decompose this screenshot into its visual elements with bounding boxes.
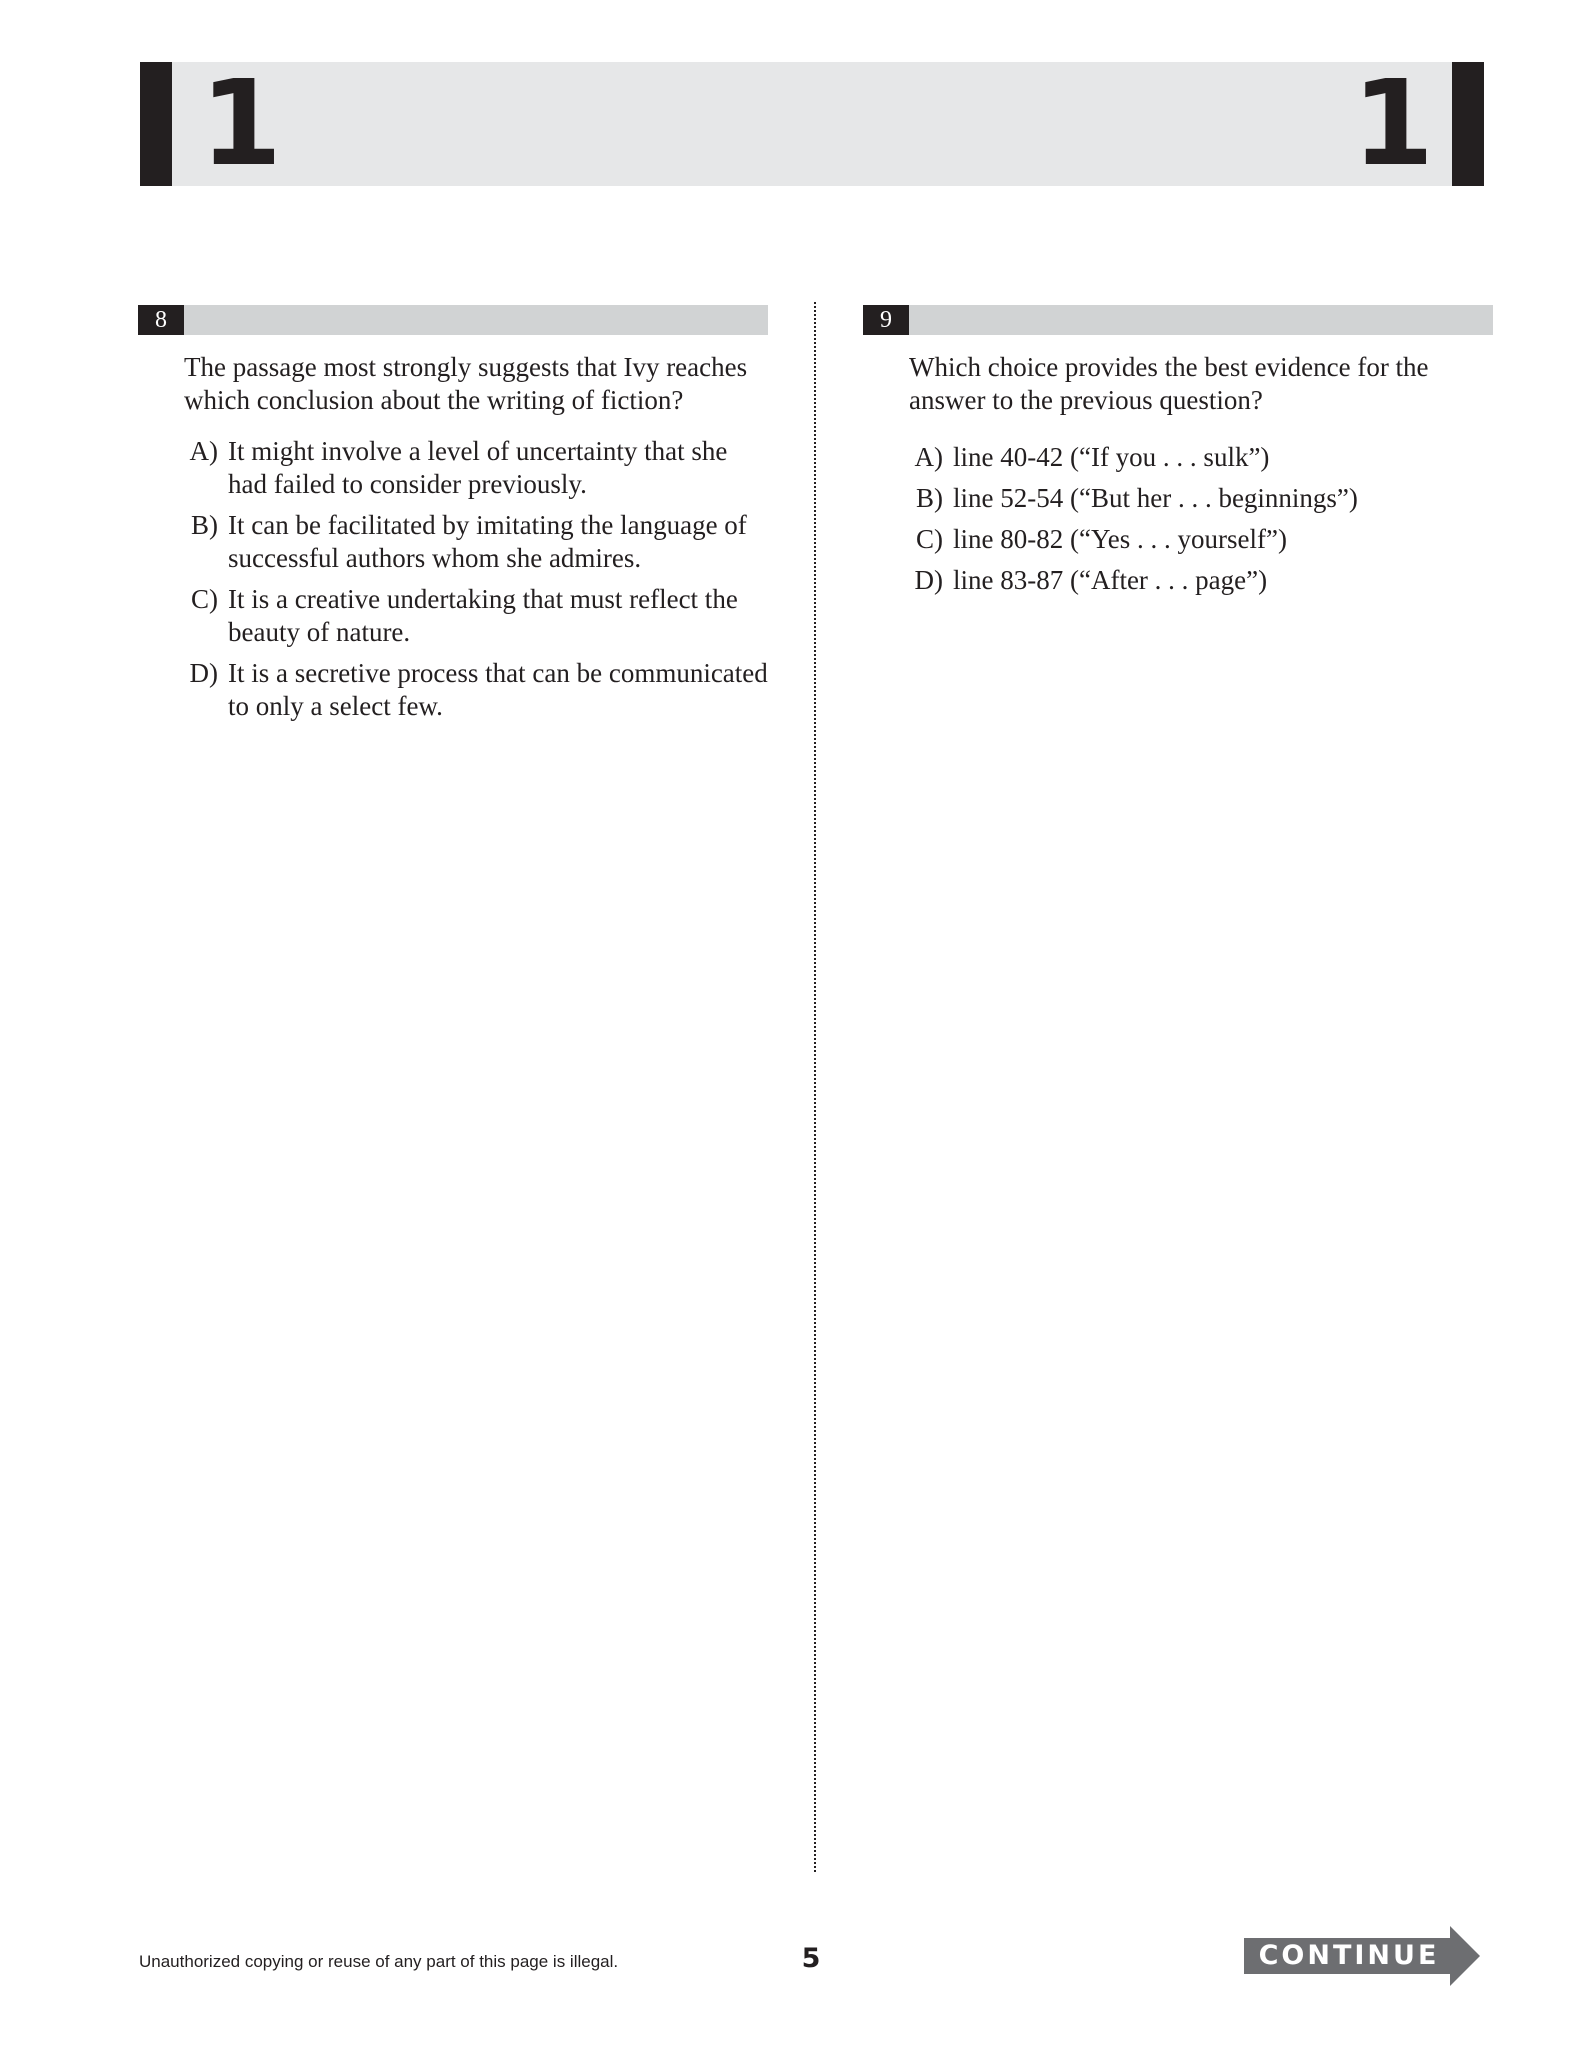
question-8-option-a[interactable] [184,435,768,501]
question-8-option-d[interactable] [184,657,768,723]
option-letter: B) [916,483,943,513]
section-number-left: 1 [200,54,283,192]
section-header-band [140,62,1452,186]
column-divider [814,302,816,1872]
option-text: line 40-42 (“If you . . . sulk”) [953,442,1270,472]
option-letter: D) [914,565,943,595]
option-text: It is a creative undertaking that must reflect the beauty of nature. [228,584,738,647]
section-number-right: 1 [1352,54,1435,192]
continue-label[interactable]: CONTINUE [1258,1940,1440,1971]
question-9-options [909,441,1493,597]
option-text: line 52-54 (“But her . . . beginnings”) [953,483,1358,513]
question-9-stem: Which choice provides the best evidence for the answer to the previous question? [909,352,1429,415]
option-text: It can be facilitated by imitating the language of successful authors whom she admires. [228,510,747,573]
question-8-option-b[interactable] [184,509,768,575]
option-text: It is a secretive process that can be communicated to only a select few. [228,658,768,721]
question-8-options [184,435,768,723]
option-letter: D) [189,658,218,688]
question-8 [138,305,768,731]
question-9-option-c[interactable] [909,523,1493,556]
option-text: It might involve a level of uncertainty that she had failed to consider previously. [228,436,728,499]
option-letter: A) [189,436,218,466]
copyright-notice: Unauthorized copying or reuse of any part of this page is illegal. [139,1952,619,1971]
question-9-option-d[interactable] [909,564,1493,597]
question-9-option-a[interactable] [909,441,1493,474]
question-9-header-bar [863,305,1493,335]
option-letter: C) [916,524,943,554]
question-8-stem: The passage most strongly suggests that Ivy reaches which conclusion about the writing of fiction? [184,352,748,415]
question-9-number: 9 [863,305,909,335]
page-number: 5 [801,1943,821,1974]
section-header-right-bar [1452,62,1484,186]
question-8-option-c[interactable] [184,583,768,649]
question-9-option-b[interactable] [909,482,1493,515]
option-text: line 83-87 (“After . . . page”) [953,565,1268,595]
question-8-number: 8 [138,305,184,335]
section-header-left-bar [140,62,172,186]
question-8-header-bar [138,305,768,335]
option-letter: C) [191,584,218,614]
question-9 [863,305,1493,605]
option-letter: A) [914,442,943,472]
option-letter: B) [191,510,218,540]
option-text: line 80-82 (“Yes . . . yourself”) [953,524,1287,554]
